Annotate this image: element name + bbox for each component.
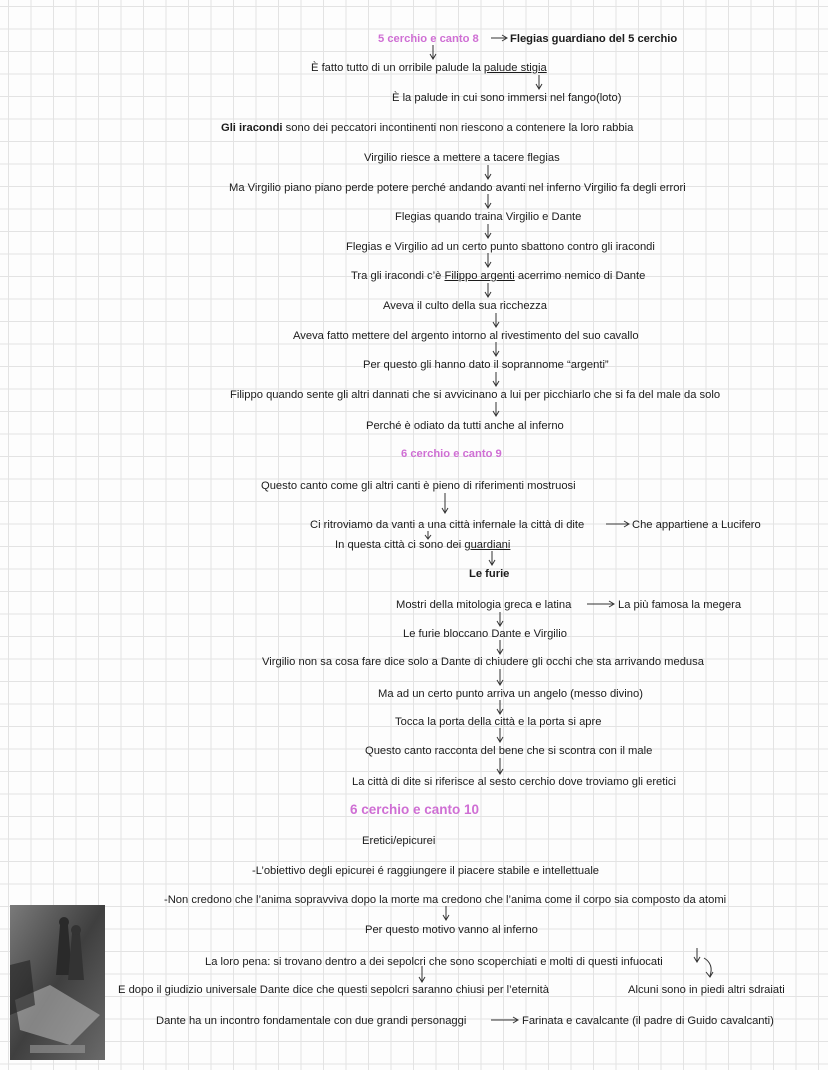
line-anima: -Non credono che l’anima sopravviva dopo la morte ma credono che l’anima come il corpo sia composto da atomi	[164, 894, 727, 906]
line-megera: La più famosa la megera	[618, 599, 742, 611]
line-odiato: Perché è odiato da tutti anche al inferno	[366, 420, 564, 432]
arrow-down-icon	[418, 966, 426, 980]
arrow-down-icon	[496, 728, 504, 742]
line-mitologia: Mostri della mitologia greca e latina	[396, 599, 572, 611]
arrow-down-icon	[496, 669, 504, 683]
arrow-right-icon	[491, 34, 509, 42]
line-pena: La loro pena: si trovano dentro a dei sepolcri che sono scoperchiati e molti di questi infuocati	[205, 956, 663, 968]
arrow-down-icon	[442, 906, 450, 920]
curved-arrow-icon	[702, 958, 710, 972]
heading-canto-10: 6 cerchio e canto 10	[350, 802, 480, 817]
line-angelo: Ma ad un certo punto arriva un angelo (messo divino)	[378, 688, 643, 700]
line-dite: Ci ritroviamo da vanti a una città infernale la città di dite	[310, 519, 585, 531]
line-medusa: Virgilio non sa cosa fare dice solo a Dante di chiudere gli occhi che sta arrivando medusa	[262, 656, 704, 668]
arrow-down-icon	[496, 758, 504, 772]
le-furie-title: Le furie	[469, 568, 510, 580]
line-farinata: Farinata e cavalcante (il padre di Guido cavalcanti)	[522, 1015, 774, 1027]
arrow-down-icon	[429, 45, 437, 59]
line-epicurei: Eretici/epicurei	[362, 835, 436, 847]
arrow-down-icon	[492, 313, 500, 327]
line-obiettivo: -L’obiettivo degli epicurei é raggiungere il piacere stabile e intellettuale	[252, 865, 600, 877]
arrow-down-icon	[484, 165, 492, 179]
arrow-down-icon	[484, 253, 492, 267]
guardiani-link: guardiani	[464, 539, 511, 551]
line-bloccano: Le furie bloccano Dante e Virgilio	[403, 628, 567, 640]
palude-stigia-link: palude stigia	[483, 62, 547, 74]
line-fango: È la palude in cui sono immersi nel fango(loto)	[392, 92, 622, 104]
line-tacere: Virgilio riesce a mettere a tacere flegias	[364, 152, 560, 164]
engraving-illustration	[10, 905, 105, 1060]
line-potere: Ma Virgilio piano piano perde potere perché andando avanti nel inferno Virgilio fa degli errori	[229, 182, 686, 194]
arrow-down-icon	[693, 948, 701, 962]
arrow-right-icon	[606, 520, 630, 528]
filippo-argenti-link: Filippo argenti	[444, 270, 515, 282]
flegias-guardian: Flegias guardiano del 5 cerchio	[510, 33, 678, 45]
line-mostruosi: Questo canto come gli altri canti è pieno di riferimenti mostruosi	[261, 480, 576, 492]
arrow-down-icon	[496, 700, 504, 714]
heading-canto-9: 6 cerchio e canto 9	[401, 448, 502, 460]
line-sbattono: Flegias e Virgilio ad un certo punto sbattono contro gli iracondi	[346, 241, 655, 253]
line-cavallo: Aveva fatto mettere del argento intorno al rivestimento del suo cavallo	[293, 330, 639, 342]
line-soprannome: Per questo gli hanno dato il soprannome “argenti”	[363, 359, 609, 371]
line-motivo: Per questo motivo vanno al inferno	[365, 924, 538, 936]
arrow-down-icon	[484, 194, 492, 208]
arrow-down-icon	[535, 75, 543, 89]
line-lucifero: Che appartiene a Lucifero	[632, 519, 761, 531]
heading-canto-8: 5 cerchio e canto 8	[378, 33, 479, 45]
line-eretici: La città di dite si riferisce al sesto cerchio dove troviamo gli eretici	[352, 776, 676, 788]
line-palude: È fatto tutto di un orribile palude la palude stigia	[311, 62, 547, 74]
arrow-down-icon	[488, 551, 496, 565]
engraving-figures	[10, 905, 105, 1060]
line-ricchezza: Aveva il culto della sua ricchezza	[383, 300, 547, 312]
arrow-down-icon	[496, 612, 504, 626]
line-piedi: Alcuni sono in piedi altri sdraiati	[628, 984, 785, 996]
arrow-right-icon	[587, 600, 615, 608]
arrow-down-icon	[492, 402, 500, 416]
line-iracondi: Gli iracondi sono dei peccatori incontinenti non riescono a contenere la loro rabbia	[221, 122, 634, 134]
arrow-right-icon	[491, 1016, 519, 1024]
arrow-down-icon	[441, 493, 449, 507]
line-incontro: Dante ha un incontro fondamentale con due grandi personaggi	[156, 1015, 467, 1027]
line-filippo: Tra gli iracondi c’è Filippo argenti acerrimo nemico di Dante	[351, 270, 646, 282]
arrow-down-icon	[492, 372, 500, 386]
line-traina: Flegias quando traina Virgilio e Dante	[395, 211, 582, 223]
line-guardiani: In questa città ci sono dei guardiani	[335, 539, 511, 551]
arrow-down-icon	[484, 283, 492, 297]
arrow-down-icon	[492, 342, 500, 356]
line-porta: Tocca la porta della città e la porta si apre	[395, 716, 602, 728]
arrow-down-icon	[484, 224, 492, 238]
line-giudizio: E dopo il giudizio universale Dante dice che questi sepolcri saranno chiusi per l’eternità	[118, 984, 549, 996]
line-bene-male: Questo canto racconta del bene che si scontra con il male	[365, 745, 653, 757]
arrow-down-icon	[496, 640, 504, 654]
line-dannati: Filippo quando sente gli altri dannati che si avvicinano a lui per picchiarlo che si fa del male da solo	[230, 389, 721, 401]
